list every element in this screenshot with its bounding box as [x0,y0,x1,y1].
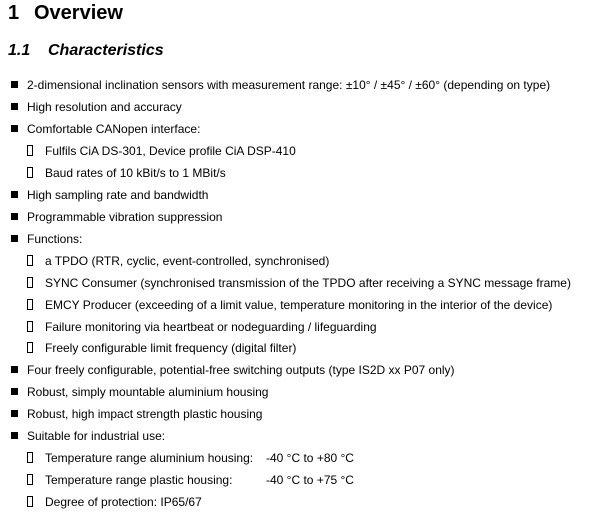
spec-value: -40 °C to +80 °C [266,451,354,465]
list-item: Robust, high impact strength plastic housing [8,403,262,425]
spec-label: Temperature range plastic housing: [45,473,233,487]
subsection-title: Characteristics [48,42,164,59]
section-number: 1 [8,2,20,24]
bullet-box-icon [27,167,33,178]
section-heading-overview [8,2,123,25]
list-item: High resolution and accuracy [8,96,182,118]
sub-list-item: SYNC Consumer (synchronised transmission of the TPDO after receiving a SYNC message frame) [25,272,571,294]
bullet-square-icon [11,388,18,395]
bullet-box-icon [27,474,33,485]
list-item: Comfortable CANopen interface: [8,118,200,140]
bullet-box-icon [27,496,33,507]
bullet-square-icon [11,103,18,110]
bullet-box-icon [27,321,33,332]
spec-label: Temperature range aluminium housing: [45,451,254,465]
section-title: Overview [34,2,123,24]
list-item: Four freely configurable, potential-free switching outputs (type IS2D xx P07 only) [8,359,455,381]
bullet-box-icon [27,452,33,463]
subsection-heading-characteristics [8,42,164,60]
bullet-square-icon [11,81,18,88]
list-item: Suitable for industrial use: [8,425,165,447]
spec-value: -40 °C to +75 °C [266,473,354,487]
bullet-box-icon [27,277,33,288]
list-item: Functions: [8,228,82,250]
list-item: Robust, simply mountable aluminium housing [8,381,268,403]
bullet-square-icon [11,213,18,220]
bullet-square-icon [11,235,18,242]
bullet-box-icon [27,255,33,266]
sub-list-item: EMCY Producer (exceeding of a limit value, temperature monitoring in the interior of the device) [25,294,552,316]
sub-list-item: Fulfils CiA DS-301, Device profile CiA DSP-410 [25,140,296,162]
sub-list-item: Degree of protection: IP65/67 [25,491,202,513]
bullet-square-icon [11,432,18,439]
sub-list-item: Freely configurable limit frequency (digital filter) [25,337,296,359]
bullet-square-icon [11,191,18,198]
sub-list-item [25,469,354,491]
bullet-square-icon [11,366,18,373]
bullet-box-icon [27,299,33,310]
bullet-box-icon [27,342,33,353]
sub-list-item: Baud rates of 10 kBit/s to 1 MBit/s [25,162,226,184]
sub-list-item: Failure monitoring via heartbeat or nodeguarding / lifeguarding [25,316,377,338]
bullet-square-icon [11,410,18,417]
subsection-number: 1.1 [8,42,31,59]
list-item: 2-dimensional inclination sensors with measurement range: ±10° / ±45° / ±60° (depending on type) [8,74,550,96]
bullet-box-icon [27,145,33,156]
bullet-square-icon [11,125,18,132]
list-item: Programmable vibration suppression [8,206,222,228]
sub-list-item [25,447,354,469]
list-item: High sampling rate and bandwidth [8,184,208,206]
sub-list-item: a TPDO (RTR, cyclic, event-controlled, synchronised) [25,250,329,272]
